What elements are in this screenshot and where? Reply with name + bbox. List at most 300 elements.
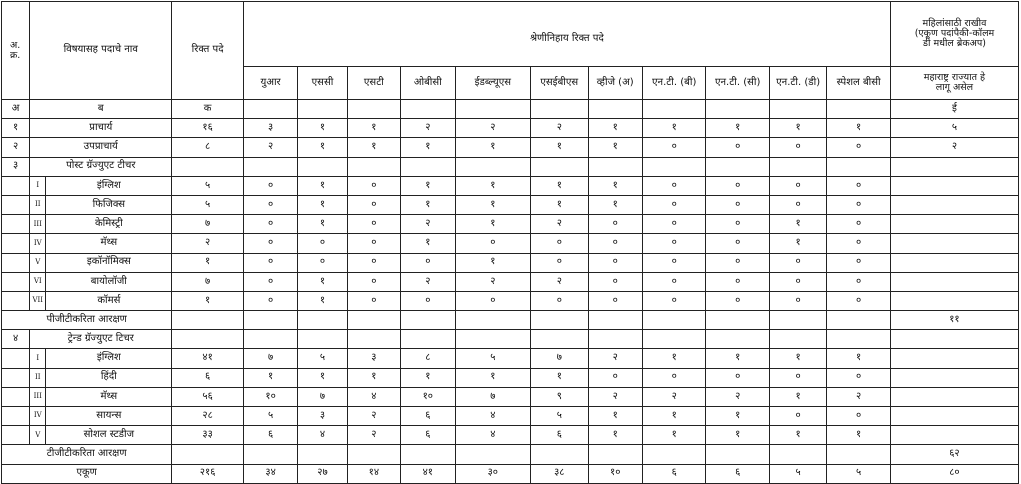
serial-number: ४ [2,330,30,349]
category-value [706,330,769,349]
category-value: ० [401,253,455,272]
header-category-3: एसटी [347,67,400,100]
category-value: ० [588,272,642,291]
subject-row [2,368,1019,387]
category-value: ३४ [243,464,297,483]
post-name: प्राचार्य [30,119,172,138]
category-value [347,330,400,349]
category-value: ० [588,234,642,253]
category-value: २ [455,272,531,291]
vacancy-table [1,1,1019,484]
category-value: १ [642,407,705,426]
category-value: ३८ [531,464,588,483]
category-value [827,311,891,330]
roman-number: V [30,426,46,445]
category-value: २७ [298,464,347,483]
category-value: ५ [827,464,891,483]
category-value: ० [642,195,705,214]
category-value [827,445,891,464]
category-value: १ [642,426,705,445]
label-b: ब [30,100,172,119]
category-value [827,157,891,176]
category-value: ० [642,272,705,291]
category-value: ७ [531,349,588,368]
roman-number: IV [30,407,46,426]
category-value: ० [769,368,826,387]
roman-number: I [30,176,46,195]
serial-empty [2,195,30,214]
total-vacant: ७ [172,272,244,291]
category-value [298,311,347,330]
category-value: १० [588,464,642,483]
label-e: ई [890,100,1018,119]
total-vacant: २१६ [172,464,244,483]
roman-number: II [30,195,46,214]
category-value: १० [243,387,297,406]
subject-name: सायन्स [46,407,172,426]
category-value: ६ [243,426,297,445]
category-value: ६ [401,426,455,445]
category-value: ० [769,176,826,195]
serial-empty [2,368,30,387]
category-value: ० [827,195,891,214]
category-value: २ [401,272,455,291]
women-reserved [890,253,1018,272]
subject-name: बायोलॉजी [46,272,172,291]
women-reserved [890,272,1018,291]
category-value: १ [769,119,826,138]
category-value: १ [769,426,826,445]
category-value: २ [531,215,588,234]
label-empty [706,100,769,119]
category-value [706,157,769,176]
total-vacant: १६ [172,119,244,138]
women-reserved [890,234,1018,253]
total-vacant: १ [172,253,244,272]
total-vacant: २ [172,234,244,253]
category-value: ० [827,215,891,234]
subject-row [2,407,1019,426]
category-value: ० [706,215,769,234]
category-value: २ [827,387,891,406]
label-empty [827,100,891,119]
category-value: १४ [347,464,400,483]
category-value: ६ [401,407,455,426]
category-value: १ [347,368,400,387]
category-value: २ [706,387,769,406]
category-value: १ [455,195,531,214]
serial-empty [2,291,30,310]
category-value: ० [298,234,347,253]
category-value: ० [827,291,891,310]
total-vacant: ५ [172,195,244,214]
category-value [588,330,642,349]
category-value: २ [531,119,588,138]
category-value: ० [531,253,588,272]
header-women-note: महाराष्ट्र राज्यात हे लागू असेल [890,67,1018,100]
label-c: क [172,100,244,119]
category-value [531,330,588,349]
category-value: १ [401,176,455,195]
category-value: ० [706,138,769,157]
total-vacant: ८ [172,138,244,157]
category-value: ० [827,138,891,157]
category-value: १ [347,138,400,157]
total-vacant: ६ [172,368,244,387]
category-value: ० [243,195,297,214]
women-reserved [890,215,1018,234]
category-value: १ [401,138,455,157]
label-empty [347,100,400,119]
serial-empty [2,426,30,445]
category-value: १ [588,195,642,214]
roman-number: II [30,368,46,387]
women-reserved [890,291,1018,310]
row-principal [2,119,1019,138]
category-value [243,311,297,330]
category-value: ७ [298,387,347,406]
section-pgt [2,157,1019,176]
section-title: ट्रेन्ड ग्रॅज्युएट टिचर [30,330,172,349]
subject-name: इकॉनॉमिक्स [46,253,172,272]
category-value: ० [347,176,400,195]
header-category-9: एन.टी. (सी) [706,67,769,100]
header-category-2: एससी [298,67,347,100]
category-value [243,157,297,176]
category-value: २ [455,119,531,138]
category-value [401,330,455,349]
subject-row [2,426,1019,445]
category-value: ३० [455,464,531,483]
women-reserved [890,330,1018,349]
category-value [243,445,297,464]
total-vacant: १ [172,291,244,310]
category-value [531,311,588,330]
header-category-8: एन.टी. (बी) [642,67,705,100]
total-vacant: ५६ [172,387,244,406]
roman-number: V [30,253,46,272]
women-reserved [890,407,1018,426]
category-value [642,445,705,464]
category-value: ० [706,195,769,214]
category-value [531,157,588,176]
header-category-wise: श्रेणीनिहाय रिक्त पदे [243,2,890,67]
category-value: ० [243,215,297,234]
header-category-11: स्पेशल बीसी [827,67,891,100]
category-value [769,157,826,176]
header-post-name: विषयासह पदाचे नाव [30,2,172,100]
category-value: १ [455,176,531,195]
label-empty [298,100,347,119]
subject-row [2,195,1019,214]
label-empty [642,100,705,119]
total-vacant: ४१ [172,349,244,368]
label-empty [769,100,826,119]
total-vacant [172,311,244,330]
label-empty [455,100,531,119]
subject-name: फिजिक्स [46,195,172,214]
category-value: ० [243,291,297,310]
category-value [401,445,455,464]
category-value [827,330,891,349]
category-value: २ [401,215,455,234]
roman-number: IV [30,234,46,253]
category-value: ६ [531,426,588,445]
women-reserved [890,176,1018,195]
category-value: ५ [531,407,588,426]
category-value [769,445,826,464]
category-value: ४ [298,426,347,445]
subject-name: सोशल स्टडीज [46,426,172,445]
category-value: १ [642,349,705,368]
header-category-5: ईडब्ल्यूएस [455,67,531,100]
category-value: २ [243,138,297,157]
category-value: ० [706,272,769,291]
serial-number: ३ [2,157,30,176]
category-value: ० [769,272,826,291]
category-value [642,157,705,176]
category-value [347,445,400,464]
category-value: ० [531,234,588,253]
category-value: ० [243,234,297,253]
category-value: ० [455,234,531,253]
label-a: अ [2,100,30,119]
subject-name: कॉमर्स [46,291,172,310]
subject-name: इंग्लिश [46,176,172,195]
category-value: २ [401,119,455,138]
section-title: पोस्ट ग्रॅज्युएट टीचर [30,157,172,176]
category-value: १ [531,368,588,387]
category-value: ५ [298,349,347,368]
category-value: १० [401,387,455,406]
category-value: ६ [642,464,705,483]
category-value: ५ [769,464,826,483]
women-reserved [890,157,1018,176]
category-value: ० [642,176,705,195]
category-value: ४ [455,407,531,426]
category-value: १ [455,253,531,272]
total-vacant: ५ [172,176,244,195]
category-value: ० [298,253,347,272]
category-value: १ [347,119,400,138]
category-value [455,157,531,176]
serial-number: १ [2,119,30,138]
serial-empty [2,387,30,406]
category-value [769,311,826,330]
category-value: ० [769,253,826,272]
category-value [401,157,455,176]
women-reserved: ५ [890,119,1018,138]
header-category-7: व्हीजे (अ) [588,67,642,100]
category-value: ० [347,234,400,253]
category-value [769,330,826,349]
category-value: ० [827,176,891,195]
category-value: ० [588,291,642,310]
category-value: १ [298,368,347,387]
category-value [455,311,531,330]
category-value: २ [347,426,400,445]
category-value: ० [827,272,891,291]
category-value: ० [642,234,705,253]
women-reserved [890,426,1018,445]
category-value: ० [706,176,769,195]
category-value: ० [769,407,826,426]
roman-number: III [30,215,46,234]
subject-name: इंग्लिश [46,349,172,368]
category-value: १ [769,234,826,253]
category-value [298,330,347,349]
category-value: १ [298,291,347,310]
serial-empty [2,176,30,195]
subject-name: हिंदी [46,368,172,387]
header-sr-no: अ. क्र. [2,2,30,100]
category-value: ० [827,234,891,253]
header-category-1: युआर [243,67,297,100]
label-empty [401,100,455,119]
category-value: १ [588,176,642,195]
women-reserved [890,195,1018,214]
women-reserved: २ [890,138,1018,157]
category-value: ४ [455,426,531,445]
reservation-women: ६२ [890,445,1018,464]
category-value: ० [401,291,455,310]
category-value: ४ [347,387,400,406]
total-vacant [172,330,244,349]
reservation-row-tgt [2,445,1019,464]
category-value [531,445,588,464]
total-vacant: ७ [172,215,244,234]
serial-empty [2,234,30,253]
category-value [642,330,705,349]
subject-name: केमिस्ट्री [46,215,172,234]
category-value: १ [769,215,826,234]
category-value: ३ [347,349,400,368]
category-value: १ [298,138,347,157]
category-value: १ [827,426,891,445]
category-value: ० [769,138,826,157]
category-value: १ [401,195,455,214]
category-value [347,311,400,330]
row-vice-principal [2,138,1019,157]
header-category-6: एसईबीएस [531,67,588,100]
category-value: ० [642,368,705,387]
header-women-reserved: महिलांसाठी राखीव (एकूण पदांपैकी-कॉलम डी मधील ब्रेकअप) [890,2,1018,67]
category-value [298,445,347,464]
serial-empty [2,272,30,291]
category-value [706,311,769,330]
category-value: ३ [243,119,297,138]
category-value: ० [588,215,642,234]
category-value: १ [588,426,642,445]
subject-row [2,176,1019,195]
roman-number: VII [30,291,46,310]
label-empty [243,100,297,119]
post-name: उपप्राचार्य [30,138,172,157]
category-value: ० [588,368,642,387]
category-value: ० [827,253,891,272]
category-value: ० [642,291,705,310]
women-reserved [890,368,1018,387]
category-value: ७ [243,349,297,368]
category-value: २ [347,407,400,426]
category-value: ० [642,138,705,157]
category-value: १ [588,119,642,138]
category-value: २ [588,387,642,406]
category-value: ९ [531,387,588,406]
category-value: ० [347,215,400,234]
category-value: १ [298,119,347,138]
category-value: ० [243,253,297,272]
category-value: १ [531,195,588,214]
category-value [298,157,347,176]
subject-name: मॅथ्स [46,387,172,406]
header-category-4: ओबीसी [401,67,455,100]
category-value: ३ [298,407,347,426]
women-reserved [890,349,1018,368]
serial-empty [2,407,30,426]
subject-row [2,272,1019,291]
category-value: ४१ [401,464,455,483]
subject-row [2,253,1019,272]
category-value: ० [827,407,891,426]
total-row [2,464,1019,483]
category-value: ० [531,291,588,310]
category-value: ५ [455,349,531,368]
roman-number: III [30,387,46,406]
category-value: १ [531,138,588,157]
total-vacant: ३३ [172,426,244,445]
label-empty [588,100,642,119]
category-value: १ [827,119,891,138]
subject-name: मॅथ्स [46,234,172,253]
category-value: १ [298,215,347,234]
reservation-label: पीजीटीकरिता आरक्षण [2,311,172,330]
category-value [455,330,531,349]
section-tgt [2,330,1019,349]
category-value: ० [706,234,769,253]
category-value: ० [769,195,826,214]
category-value [347,157,400,176]
category-value: ० [706,368,769,387]
category-value: ० [706,291,769,310]
category-value: १ [455,215,531,234]
category-value: १ [531,176,588,195]
category-value: १ [706,426,769,445]
subject-row [2,387,1019,406]
header-vacant-posts: रिक्त पदे [172,2,244,100]
category-value: १ [769,349,826,368]
total-vacant [172,157,244,176]
roman-number: I [30,349,46,368]
category-value: ६ [706,464,769,483]
total-vacant [172,445,244,464]
header-category-10: एन.टी. (डी) [769,67,826,100]
category-value: ० [769,291,826,310]
category-value [243,330,297,349]
reservation-row-pgt [2,311,1019,330]
subject-row [2,234,1019,253]
category-value: ७ [455,387,531,406]
category-value: ० [706,253,769,272]
category-value: २ [642,387,705,406]
category-value [706,445,769,464]
roman-number: VI [30,272,46,291]
category-value: १ [706,407,769,426]
category-value: ० [347,253,400,272]
category-value: ० [827,368,891,387]
category-value: १ [769,387,826,406]
reservation-label: टीजीटीकरिता आरक्षण [2,445,172,464]
